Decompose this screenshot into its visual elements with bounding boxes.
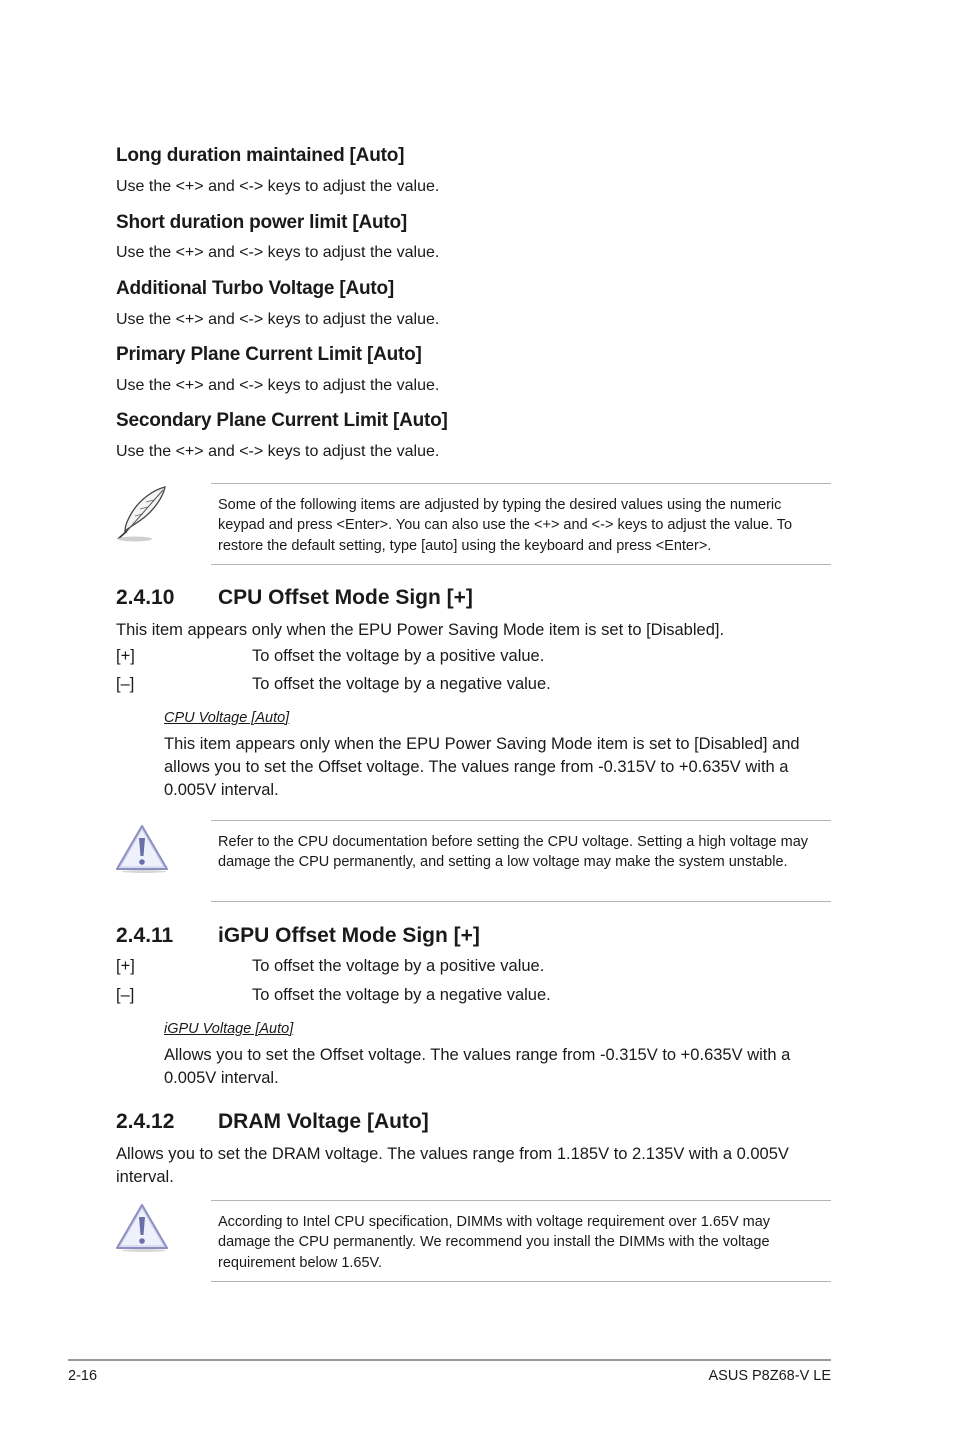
subitem-title-igpu-voltage: iGPU Voltage [Auto] <box>164 1021 294 1037</box>
warning-text: Refer to the CPU documentation before setting the CPU voltage. Setting a high voltage may damage the CPU permanently, and setting a low voltage may make the system unstable. <box>218 834 809 871</box>
section-title-dram-voltage: DRAM Voltage [Auto] <box>218 1110 429 1133</box>
section-number-2-4-10: 2.4.10 <box>116 586 175 609</box>
option-key-plus: [+] <box>116 647 135 665</box>
item-title-short-duration: Short duration power limit [Auto] <box>116 212 408 233</box>
option-value-minus: To offset the voltage by a negative value. <box>252 986 551 1004</box>
section-title-igpu-offset: iGPU Offset Mode Sign [+] <box>218 924 480 947</box>
item-title-long-duration: Long duration maintained [Auto] <box>116 145 405 166</box>
section-intro-cpu-offset: This item appears only when the EPU Power Saving Mode item is set to [Disabled]. <box>116 621 725 639</box>
section-title-cpu-offset: CPU Offset Mode Sign [+] <box>218 586 473 609</box>
subitem-text-igpu-voltage: Allows you to set the Offset voltage. The values range from -0.315V to +0.635V with a 0.005V interval. <box>164 1046 791 1087</box>
footer-rule <box>68 1359 831 1361</box>
item-desc-turbo-voltage: Use the <+> and <-> keys to adjust the value. <box>116 311 440 328</box>
warning-icon <box>114 1202 170 1252</box>
item-title-turbo-voltage: Additional Turbo Voltage [Auto] <box>116 278 395 299</box>
note-box <box>211 483 831 565</box>
warning-box <box>211 820 831 902</box>
product-name: ASUS P8Z68-V LE <box>708 1368 831 1384</box>
option-value-plus: To offset the voltage by a positive value. <box>252 647 545 665</box>
option-value-minus: To offset the voltage by a negative value. <box>252 675 551 693</box>
subitem-text-cpu-voltage: This item appears only when the EPU Power Saving Mode item is set to [Disabled] and allows you to set the Offset voltage. The values range from -0.315V to +0.635V with a 0.005V interval. <box>164 735 800 799</box>
item-title-secondary-plane: Secondary Plane Current Limit [Auto] <box>116 410 448 431</box>
note-text: Some of the following items are adjusted by typing the desired values using the numeric keypad and press <Enter>. You can also use the <+> and <-> keys to adjust the value. To restore the default setting, type [auto] using the keyboard and press <Enter>. <box>218 497 793 554</box>
warning-icon <box>114 823 170 873</box>
item-desc-long-duration: Use the <+> and <-> keys to adjust the value. <box>116 178 440 195</box>
item-desc-secondary-plane: Use the <+> and <-> keys to adjust the value. <box>116 443 440 460</box>
option-key-minus: [–] <box>116 675 135 693</box>
item-title-primary-plane: Primary Plane Current Limit [Auto] <box>116 344 422 365</box>
warning-box <box>211 1200 831 1282</box>
warning-text: According to Intel CPU specification, DIMMs with voltage requirement over 1.65V may damage the CPU permanently. We recommend you install the DIMMs with the voltage requirement below 1.65V. <box>218 1214 771 1271</box>
section-number-2-4-12: 2.4.12 <box>116 1110 175 1133</box>
item-desc-short-duration: Use the <+> and <-> keys to adjust the value. <box>116 244 440 261</box>
option-key-plus: [+] <box>116 957 135 975</box>
page-number: 2-16 <box>68 1368 98 1384</box>
section-intro-dram-voltage: Allows you to set the DRAM voltage. The values range from 1.185V to 2.135V with a 0.005V interval. <box>116 1145 789 1186</box>
option-key-minus: [–] <box>116 986 135 1004</box>
option-value-plus: To offset the voltage by a positive value. <box>252 957 545 975</box>
feather-pen-icon <box>113 484 173 542</box>
section-number-2-4-11: 2.4.11 <box>116 924 174 947</box>
item-desc-primary-plane: Use the <+> and <-> keys to adjust the value. <box>116 377 440 394</box>
subitem-title-cpu-voltage: CPU Voltage [Auto] <box>164 710 290 726</box>
